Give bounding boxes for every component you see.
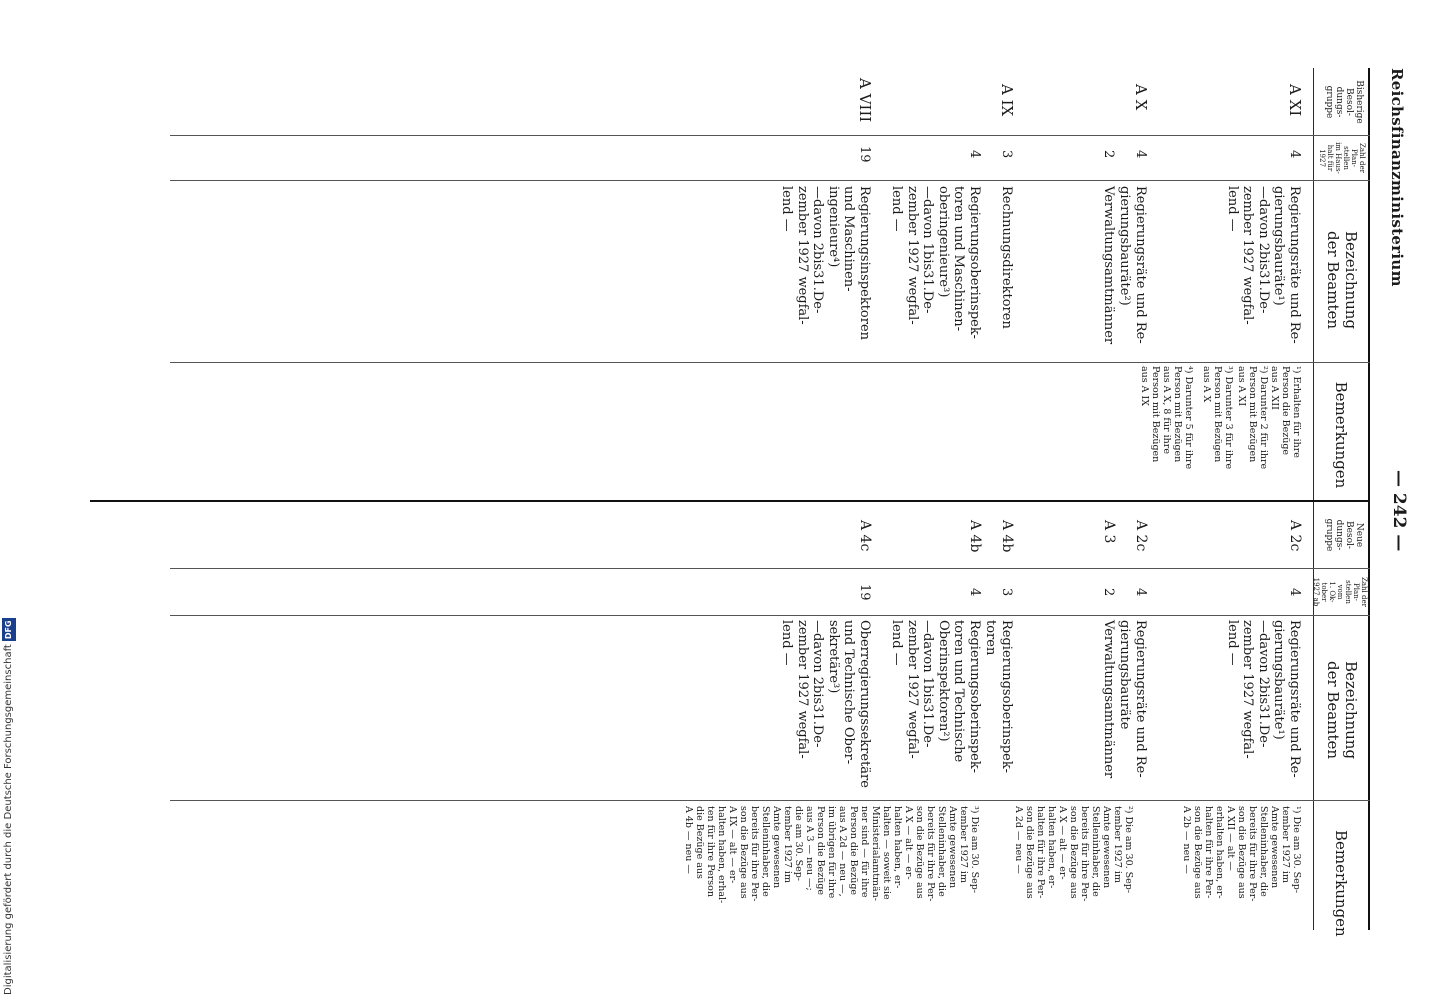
right-header-remarks: Bemerkungen <box>1332 830 1350 937</box>
right-row6-count: 19 <box>857 584 872 601</box>
right-header-count: Zahl der Plan- stellen vom 1. Ok- tober 1927 ab <box>1312 577 1368 607</box>
left-row2-designation: Regierungsräte und Re- gierungsbauräte²) <box>1117 186 1148 344</box>
left-col-divider-2 <box>170 180 1370 181</box>
right-row3-count: 2 <box>1101 588 1116 597</box>
right-col-divider-3 <box>170 800 1370 801</box>
left-header-group: Bisherige Besol- dungs- gruppe <box>1324 80 1364 124</box>
stamp-text: Digitalisierung gefördert durch die Deutsche Forschungsgemeinschaft <box>3 644 14 995</box>
right-row4-group: A 4b <box>999 520 1015 553</box>
right-row4-remarks: ³) Die am 30. Sep- tember 1927 im Amte gewesenen Stelleninhaber, die bereits für ihre Per- son die Bezüge aus A X — alt — er- halten haben, er- halten — soweit sie Ministerialamtmän- ner sind — für ihre Person die Bezüge aus A 2d — neu —, im übrigen für ihre Person die Bezüge aus A 3 — neu —; die am 30. Sep- tember 1927 im Amte gewesenen Stelleninhaber, die bereits für ihre Per- son die Bezüge aus A IX — alt — er- halten haben, erhal- ten für ihre Person die Bezüge aus A 4b — neu — <box>683 806 980 904</box>
right-row3-group: A 3 <box>1101 520 1117 544</box>
left-row6-group: A VIII <box>856 78 874 123</box>
left-row4-count: 3 <box>999 150 1014 159</box>
right-col-divider-2 <box>170 615 1370 616</box>
right-row2-group: A 2c <box>1133 520 1149 552</box>
left-row5-count: 4 <box>967 150 982 159</box>
right-row5-designation: Regierungsoberinspek- toren und Technische Oberinspektoren²) —davon 1bis31.De- zember 1927 wegfal- lend — <box>889 620 982 773</box>
right-row5-group: A 4b <box>967 520 983 553</box>
digitization-stamp <box>0 600 18 995</box>
right-row2-count: 4 <box>1133 588 1148 597</box>
left-row2-remarks: ³) Darunter 3 für ihre Person mit Bezügen aus A X <box>1201 366 1234 470</box>
dfg-logo: DFG <box>2 618 16 641</box>
left-row3-remarks: ⁴) Darunter 5 für ihre Person mit Bezügen aus A X, 8 für ihre Person mit Bezügen aus A IX <box>1139 366 1194 470</box>
left-row3-designation: Verwaltungsamtmänner <box>1101 186 1116 345</box>
right-row3-designation: Verwaltungsamtmänner <box>1101 620 1116 779</box>
left-col-divider-3 <box>170 362 1370 363</box>
right-row1-designation: Regierungsräte und Re- gierungsbauräte¹) —davon 2bis31.De- zember 1927 wegfal- lend — <box>1225 620 1302 778</box>
left-row4-designation: Rechnungsdirektoren <box>999 186 1014 329</box>
right-row1-remarks: ¹) Die am 30. Sep- tember 1927 im Amte gewesenen Stelleninhaber, die bereits für ihre Per- son die Bezüge aus A XII — alt — erhalten haben, er- halten für ihre Per- son die Bezüge aus A 2b — neu — <box>1181 806 1302 902</box>
right-col-divider-1 <box>170 568 1370 569</box>
right-row4-designation: Regierungsoberinspek- toren <box>983 620 1014 773</box>
left-header-remarks: Bemerkungen <box>1332 381 1350 489</box>
left-row3-count: 2 <box>1101 150 1116 159</box>
right-row4-count: 3 <box>999 588 1014 597</box>
right-row6-group: A 4c <box>857 520 873 552</box>
right-header-group: Neue Besol- dungs- gruppe <box>1324 518 1364 552</box>
page-number: — 242 — <box>1389 470 1409 552</box>
right-row5-count: 4 <box>967 588 982 597</box>
right-row2-remarks: ²) Die am 30. Sep- tember 1927 im Amte gewesenen Stelleninhaber, die bereits für ihre Per- son die Bezüge aus A X — alt — er- halten haben, er- halten für ihre Per- son die Bezüge aus A 2d — neu — <box>1013 806 1134 902</box>
ministry-title: Reichsfinanzministerium <box>1388 68 1406 287</box>
left-header-designation: Bezeichnung der Beamten <box>1324 230 1360 330</box>
left-header-count: Zahl der Plan- stellen im Haus- halt für 1927 <box>1318 142 1366 174</box>
left-row2-count: 4 <box>1133 150 1148 159</box>
left-row1-group: A XI <box>1286 84 1304 117</box>
left-row4-group: A IX <box>998 84 1016 117</box>
left-row5-designation: Regierungsoberinspek- toren und Maschinen- oberingenieure³) —davon 1bis31.De- zember 1927 wegfal- lend — <box>889 186 982 339</box>
right-row1-count: 4 <box>1287 588 1302 597</box>
left-col-divider-1 <box>170 135 1370 136</box>
left-row6-designation: Regierungsinspektoren und Maschinen- ingenieure⁴) —davon 2bis31.De- zember 1927 wegfal- lend — <box>779 186 872 341</box>
left-row2-group: A X <box>1132 84 1150 111</box>
left-row1-remarks: ¹) Erhalten für ihre Person die Bezüge aus A XII ²) Darunter 2 für ihre Person mit Bezügen aus A XI <box>1236 366 1302 470</box>
right-header-designation: Bezeichnung der Beamten <box>1324 660 1360 760</box>
left-row1-designation: Regierungsräte und Re- gierungsbauräte¹) —davon 2bis31.De- zember 1927 wegfal- lend — <box>1225 186 1302 344</box>
halves-divider <box>90 500 1370 502</box>
right-row2-designation: Regierungsräte und Re- gierungsbauräte <box>1117 620 1148 778</box>
left-row6-count: 19 <box>857 146 872 163</box>
right-row6-designation: Oberregierungssekretäre und Technische Ober- sekretäre³) —davon 2bis31.De- zember 1927 wegfal- lend — <box>779 620 872 788</box>
left-row1-count: 4 <box>1287 150 1302 159</box>
right-row1-group: A 2c <box>1287 520 1303 552</box>
